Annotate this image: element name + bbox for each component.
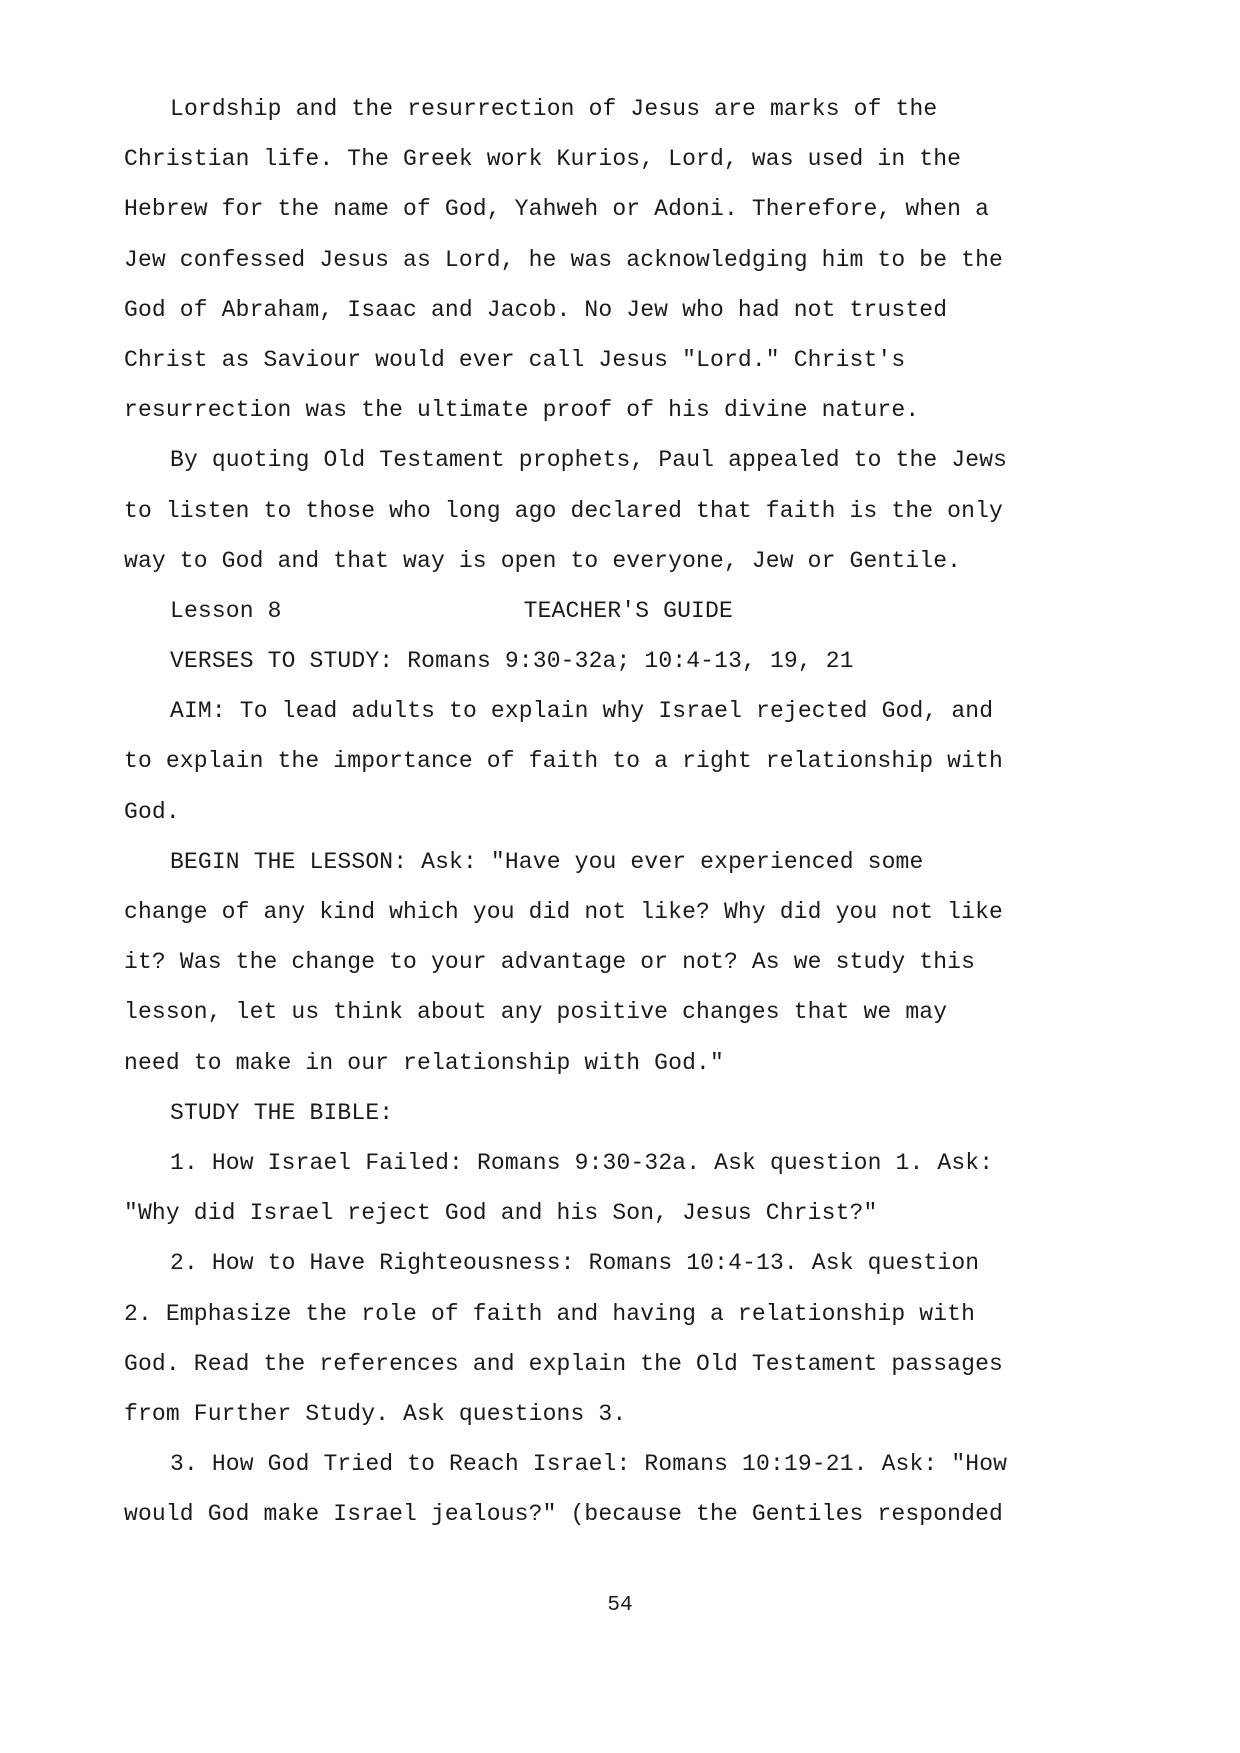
text-line: Hebrew for the name of God, Yahweh or Adoni. Therefore, when a <box>124 196 990 223</box>
text-line: lesson, let us think about any positive changes that we may <box>124 999 948 1026</box>
page-number: 54 <box>607 1594 633 1617</box>
text-line: from Further Study. Ask questions 3. <box>124 1400 627 1427</box>
begin-lesson-line: BEGIN THE LESSON: Ask: "Have you ever experienced some <box>170 848 924 875</box>
study-point-1: 1. How Israel Failed: Romans 9:30-32a. Ask question 1. Ask: <box>170 1149 994 1176</box>
text-line: Jew confessed Jesus as Lord, he was acknowledging him to be the <box>124 246 1003 273</box>
text-line: "Why did Israel reject God and his Son, Jesus Christ?" <box>124 1200 878 1227</box>
aim-line: AIM: To lead adults to explain why Israel rejected God, and <box>170 698 994 725</box>
text-line: to explain the importance of faith to a right relationship with <box>124 748 1003 775</box>
text-line: resurrection was the ultimate proof of his divine nature. <box>124 397 920 424</box>
lesson-heading <box>124 586 1084 636</box>
text-line: Christian life. The Greek work Kurios, Lord, was used in the <box>124 146 962 173</box>
text-line: God. <box>124 798 180 825</box>
lesson-label: Lesson 8 <box>170 597 282 624</box>
text-line: 2. Emphasize the role of faith and having a relationship with <box>124 1300 976 1327</box>
text-line: Lordship and the resurrection of Jesus are marks of the <box>170 96 938 122</box>
study-point-3: 3. How God Tried to Reach Israel: Romans 10:19-21. Ask: "How <box>170 1451 1008 1478</box>
text-line: God of Abraham, Isaac and Jacob. No Jew who had not trusted <box>124 296 948 323</box>
study-bible-heading: STUDY THE BIBLE: <box>170 1099 394 1126</box>
text-line: Christ as Saviour would ever call Jesus "Lord." Christ's <box>124 346 906 373</box>
guide-title: TEACHER'S GUIDE <box>523 597 733 624</box>
text-line: God. Read the references and explain the Old Testament passages <box>124 1350 1003 1377</box>
verses-line: VERSES TO STUDY: Romans 9:30-32a; 10:4-13, 19, 21 <box>170 648 854 675</box>
text-line: need to make in our relationship with God." <box>124 1049 724 1076</box>
text-line: it? Was the change to your advantage or not? As we study this <box>124 949 976 976</box>
study-point-2: 2. How to Have Righteousness: Romans 10:4-13. Ask question <box>170 1250 980 1277</box>
document-body <box>124 84 1084 1539</box>
text-line: to listen to those who long ago declared that faith is the only <box>124 497 1003 524</box>
text-line: way to God and that way is open to everyone, Jew or Gentile. <box>124 547 962 574</box>
text-line: would God make Israel jealous?" (because the Gentiles responded <box>124 1501 1003 1528</box>
text-line: By quoting Old Testament prophets, Paul appealed to the Jews <box>170 447 1008 474</box>
text-line: change of any kind which you did not like? Why did you not like <box>124 899 1003 925</box>
